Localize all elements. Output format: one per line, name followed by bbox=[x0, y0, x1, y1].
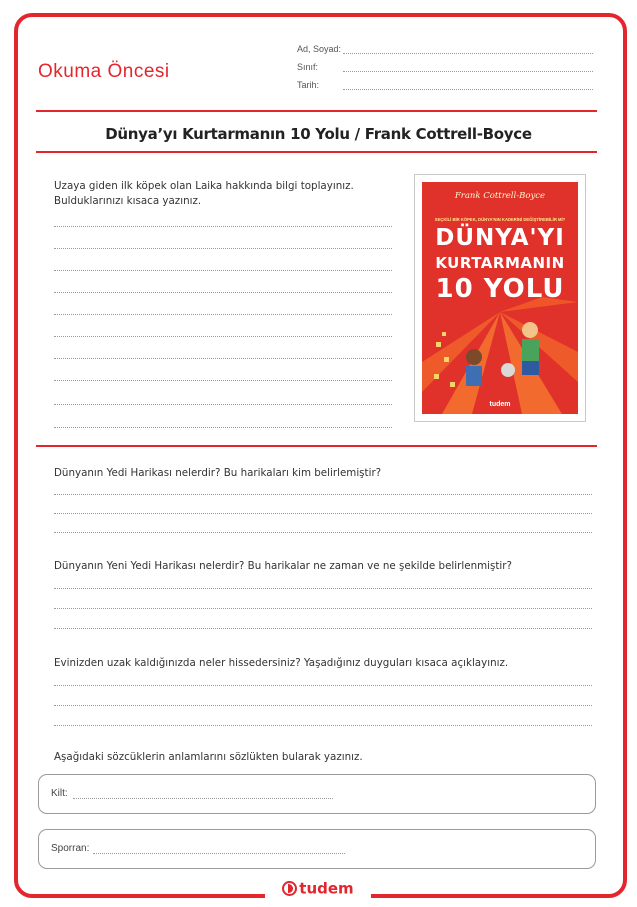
footer-brand: tudem bbox=[299, 879, 354, 898]
name-label: Ad, Soyad: bbox=[297, 44, 342, 54]
answer-line[interactable] bbox=[54, 248, 392, 249]
answer-line[interactable] bbox=[54, 226, 392, 227]
question-2: Dünyanın Yedi Harikası nelerdir? Bu harikaları kim belirlemiştir? bbox=[54, 467, 382, 479]
answer-line[interactable] bbox=[54, 380, 392, 381]
question-4: Evinizden uzak kaldığınızda neler hissedersiniz? Yaşadığınız duyguları kısaca açıklayınız. bbox=[54, 657, 509, 669]
date-field[interactable] bbox=[343, 89, 593, 90]
answer-line[interactable] bbox=[54, 494, 592, 495]
cover-girl-body bbox=[466, 366, 482, 386]
answer-line[interactable] bbox=[54, 270, 392, 271]
word-box-kilt bbox=[38, 774, 596, 814]
class-label: Sınıf: bbox=[297, 62, 319, 72]
footer-logo bbox=[265, 878, 371, 900]
word-box-sporran bbox=[38, 829, 596, 869]
cover-boy-body bbox=[522, 339, 539, 361]
answer-line[interactable] bbox=[54, 588, 592, 589]
date-label: Tarih: bbox=[297, 80, 320, 90]
book-cover bbox=[414, 174, 586, 422]
answer-line[interactable] bbox=[54, 685, 592, 686]
cover-title-line-3: 10 YOLU bbox=[435, 274, 565, 304]
answer-line[interactable] bbox=[54, 725, 592, 726]
answer-line[interactable] bbox=[54, 513, 592, 514]
word-label-kilt: Kilt: bbox=[51, 788, 68, 799]
cover-title-line-1: DÜNYA'YI bbox=[435, 225, 565, 251]
class-field[interactable] bbox=[343, 71, 593, 72]
question-1-line-1: Uzaya giden ilk köpek olan Laika hakkında bilgi toplayınız. bbox=[54, 180, 354, 192]
cover-title-line-2: KURTARMANIN bbox=[435, 254, 565, 272]
divider bbox=[36, 110, 597, 112]
tudem-logo-icon bbox=[282, 881, 297, 896]
section-title: Okuma Öncesi bbox=[38, 61, 170, 82]
answer-line[interactable] bbox=[54, 532, 592, 533]
cover-boy-head bbox=[522, 322, 538, 338]
book-heading: Dünya’yı Kurtarmanın 10 Yolu / Frank Cottrell-Boyce bbox=[105, 125, 532, 143]
cover-author: Frank Cottrell-Boyce bbox=[454, 191, 546, 201]
answer-line[interactable] bbox=[54, 358, 392, 359]
cover-dog bbox=[501, 363, 515, 377]
answer-line[interactable] bbox=[54, 292, 392, 293]
answer-line[interactable] bbox=[54, 608, 592, 609]
cover-girl-head bbox=[466, 349, 482, 365]
book-cover-art bbox=[422, 182, 578, 414]
page-frame bbox=[14, 13, 627, 898]
divider bbox=[36, 445, 597, 447]
answer-line[interactable] bbox=[54, 427, 392, 428]
answer-line[interactable] bbox=[54, 705, 592, 706]
word-answer-kilt[interactable] bbox=[73, 798, 333, 799]
answer-line[interactable] bbox=[54, 314, 392, 315]
answer-line[interactable] bbox=[54, 628, 592, 629]
name-field[interactable] bbox=[343, 53, 593, 54]
question-1-line-2: Bulduklarınızı kısaca yazınız. bbox=[54, 195, 202, 207]
word-answer-sporran[interactable] bbox=[93, 853, 345, 854]
divider bbox=[36, 151, 597, 153]
question-5: Aşağıdaki sözcüklerin anlamlarını sözlükten bularak yazınız. bbox=[54, 751, 363, 763]
answer-line[interactable] bbox=[54, 404, 392, 405]
cover-subtitle: SEÇKİLİ BİR KÖPEK, DÜNYA'NIN KADERİNİ DEĞİŞTİREBİLİR Mİ? bbox=[434, 217, 566, 222]
cover-publisher: tudem bbox=[489, 401, 511, 408]
word-label-sporran: Sporran: bbox=[51, 843, 90, 854]
question-3: Dünyanın Yeni Yedi Harikası nelerdir? Bu harikalar ne zaman ve ne şekilde belirlenmiştir? bbox=[54, 560, 512, 572]
answer-line[interactable] bbox=[54, 336, 392, 337]
